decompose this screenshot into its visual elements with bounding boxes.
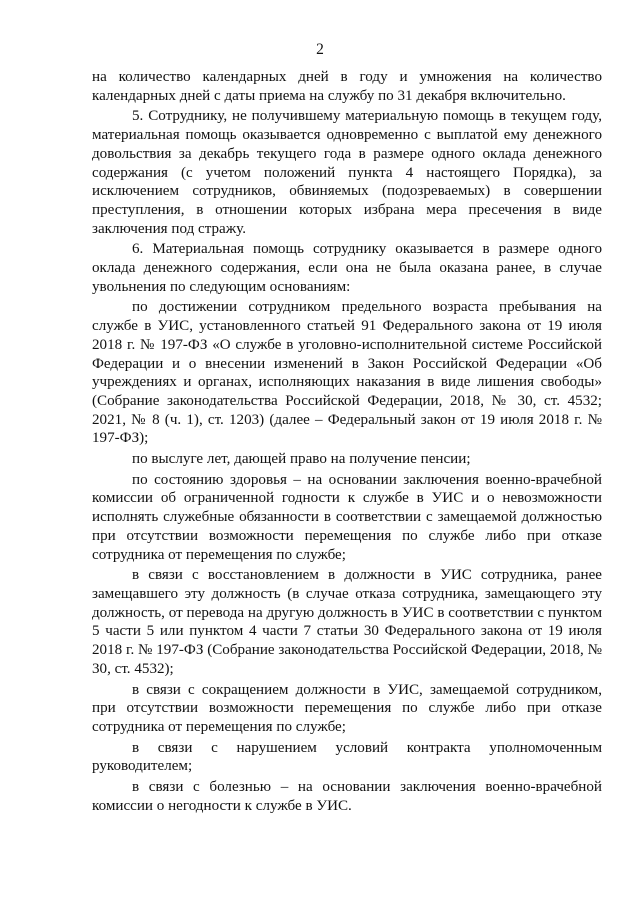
paragraph-ground-contract-violation: в связи с нарушением условий контракта уполномоченным руководителем; [92, 739, 602, 775]
paragraph-continuation: на количество календарных дней в году и умножения на количество календарных дней с даты приема на службу по 31 декабря включительно. [92, 69, 602, 104]
paragraph-item-6: 6. Материальная помощь сотруднику оказывается в размере одного оклада денежного содержания, если она не была оказана ранее, в случае увольнения по следующим основаниям: [92, 241, 602, 295]
page-number: 2 [316, 41, 324, 58]
document-body [92, 68, 602, 817]
paragraph-ground-illness: в связи с болезнью – на основании заключения военно-врачебной комиссии о негодности к службе в УИС. [92, 779, 602, 814]
paragraph-ground-length-of-service: по выслуге лет, дающей право на получение пенсии; [132, 451, 471, 468]
paragraph-ground-age-limit: по достижении сотрудником предельного возраста пребывания на службе в УИС, установленного статьей 91 Федерального закона от 19 июля 2018 г. № 197-ФЗ «О службе в уголовно-исполнительной системе Российской Федерации и о внесении изменений в Закон Российской Федерации «Об учреждениях и органах, исполняющих наказания в виде лишения свободы» (Собрание законодательства Российской Федерации, 2018, № 30, ст. 4532; 2021, № 8 (ч. 1), ст. 1203) (далее – Федеральный закон от 19 июля 2018 г. № 197-ФЗ); [92, 299, 602, 447]
paragraph-item-5: 5. Сотруднику, не получившему материальную помощь в текущем году, материальная помощь оказывается одновременно с выплатой ему денежного довольствия за декабрь текущего года в размере одного оклада денежного содержания (с учетом положений пункта 4 настоящего Порядка), за исключением сотрудников, обвиняемых (подозреваемых) в совершении преступления, в отношении которых избрана мера пресечения в виде заключения под стражу. [92, 108, 602, 237]
paragraph-ground-position-reduction: в связи с сокращением должности в УИС, замещаемой сотрудником, при отсутствии возможности перемещения по службе либо при отказе сотрудника от перемещения по службе; [92, 681, 602, 735]
paragraph-ground-reinstatement: в связи с восстановлением в должности в УИС сотрудника, ранее замещавшего эту должность (в случае отказа сотрудника, замещающего эту должность, от перевода на другую должность в УИС в соответствии с пунктом 5 части 5 или пунктом 4 части 7 статьи 30 Федерального закона от 19 июля 2018 г. № 197-ФЗ (Собрание законодательства Российской Федерации, 2018, № 30, ст. 4532); [92, 567, 602, 677]
paragraph-ground-health-limited: по состоянию здоровья – на основании заключения военно-врачебной комиссии об ограниченной годности к службе в УИС и о невозможности исполнять служебные обязанности в соответствии с замещаемой должностью при отсутствии возможности перемещения по службе либо при отказе сотрудника от перемещения по службе; [92, 471, 602, 563]
